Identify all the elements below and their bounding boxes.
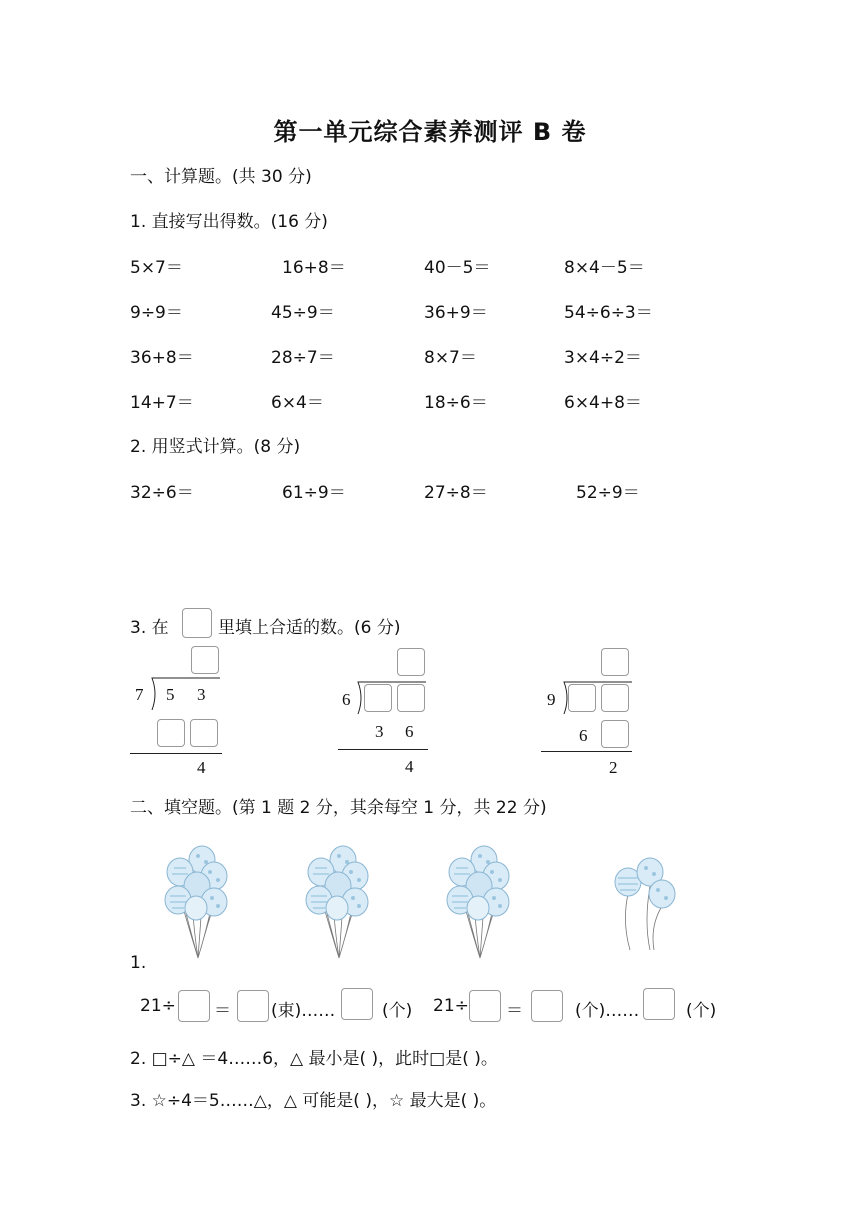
dividend-box[interactable] bbox=[364, 684, 392, 712]
vertical-problem: 52÷9＝ bbox=[576, 483, 640, 503]
problem: 6×4＝ bbox=[271, 393, 324, 413]
section2-heading: 二、填空题。(第 1 题 2 分，其余每空 1 分，共 22 分) bbox=[130, 798, 547, 818]
remainder-answer-box[interactable] bbox=[643, 988, 675, 1020]
dividend-box[interactable] bbox=[397, 684, 425, 712]
subtraction-line bbox=[130, 753, 222, 754]
dividend-digit: 3 bbox=[197, 685, 206, 704]
q3-prefix: 3. 在 bbox=[130, 618, 169, 638]
remainder: 4 bbox=[405, 757, 414, 776]
eq1-unit2: (个) bbox=[382, 1001, 413, 1021]
eq1-unit1: (束)…… bbox=[271, 1001, 336, 1021]
remainder: 2 bbox=[609, 758, 618, 777]
divisor: 6 bbox=[342, 690, 351, 709]
balloon-bunch-icon bbox=[447, 846, 509, 958]
balloons-illustration bbox=[150, 842, 710, 964]
problem: 16+8＝ bbox=[282, 258, 346, 278]
problem: 14+7＝ bbox=[130, 393, 194, 413]
problem: 8×4－5＝ bbox=[564, 258, 645, 278]
q1-label: 1. 直接写出得数。(16 分) bbox=[130, 212, 328, 232]
subtraction-line bbox=[541, 751, 632, 752]
fill-q3: 3. ☆÷4＝5……△，△ 可能是( )，☆ 最大是( )。 bbox=[130, 1091, 497, 1111]
quotient-answer-box[interactable] bbox=[237, 990, 269, 1022]
fill-q2: 2. □÷△ ＝4……6，△ 最小是( )，此时□是( )。 bbox=[130, 1049, 498, 1069]
eq2-unit1: (个)…… bbox=[575, 1001, 640, 1021]
eq2-prefix: 21÷ bbox=[433, 996, 469, 1016]
problem: 8×7＝ bbox=[424, 348, 477, 368]
equals-sign: ＝ bbox=[506, 1001, 523, 1021]
problem: 40－5＝ bbox=[424, 258, 491, 278]
product-digit: 6 bbox=[579, 726, 588, 745]
problem: 45÷9＝ bbox=[271, 303, 335, 323]
fill-q1-label: 1. bbox=[130, 953, 147, 973]
q2-label: 2. 用竖式计算。(8 分) bbox=[130, 437, 301, 457]
eq1-prefix: 21÷ bbox=[140, 996, 176, 1016]
problem: 36+9＝ bbox=[424, 303, 488, 323]
product-digit: 3 bbox=[375, 722, 384, 741]
vertical-problem: 61÷9＝ bbox=[282, 483, 346, 503]
problem: 5×7＝ bbox=[130, 258, 183, 278]
problem: 9÷9＝ bbox=[130, 303, 183, 323]
product-box[interactable] bbox=[190, 719, 218, 747]
vertical-problem: 27÷8＝ bbox=[424, 483, 488, 503]
problem: 28÷7＝ bbox=[271, 348, 335, 368]
quotient-box[interactable] bbox=[191, 646, 219, 674]
quotient-answer-box[interactable] bbox=[531, 990, 563, 1022]
divisor-answer-box[interactable] bbox=[469, 990, 501, 1022]
quotient-box[interactable] bbox=[601, 648, 629, 676]
eq2-unit2: (个) bbox=[686, 1001, 717, 1021]
product-digit: 6 bbox=[405, 722, 414, 741]
remainder-answer-box[interactable] bbox=[341, 988, 373, 1020]
divisor: 9 bbox=[547, 690, 556, 709]
problem: 36+8＝ bbox=[130, 348, 194, 368]
problem: 3×4÷2＝ bbox=[564, 348, 642, 368]
page-title: 第一单元综合素养测评 B 卷 bbox=[273, 118, 587, 146]
balloon-bunch-icon bbox=[306, 846, 368, 958]
product-box[interactable] bbox=[601, 720, 629, 748]
quotient-box[interactable] bbox=[397, 648, 425, 676]
divisor-answer-box[interactable] bbox=[178, 990, 210, 1022]
problem: 54÷6÷3＝ bbox=[564, 303, 653, 323]
section1-heading: 一、计算题。(共 30 分) bbox=[130, 167, 312, 187]
vertical-problem: 32÷6＝ bbox=[130, 483, 194, 503]
subtraction-line bbox=[338, 749, 428, 750]
remainder: 4 bbox=[197, 758, 206, 777]
balloon-trio-icon bbox=[615, 858, 675, 950]
balloon-bunch-icon bbox=[165, 846, 227, 958]
dividend-box[interactable] bbox=[601, 684, 629, 712]
dividend-digit: 5 bbox=[166, 685, 175, 704]
sample-answer-box bbox=[182, 608, 212, 638]
q3-suffix: 里填上合适的数。(6 分) bbox=[218, 618, 401, 638]
problem: 18÷6＝ bbox=[424, 393, 488, 413]
problem: 6×4+8＝ bbox=[564, 393, 642, 413]
product-box[interactable] bbox=[157, 719, 185, 747]
divisor: 7 bbox=[135, 685, 144, 704]
dividend-box[interactable] bbox=[568, 684, 596, 712]
division-bracket bbox=[144, 676, 224, 712]
equals-sign: ＝ bbox=[214, 1001, 231, 1021]
